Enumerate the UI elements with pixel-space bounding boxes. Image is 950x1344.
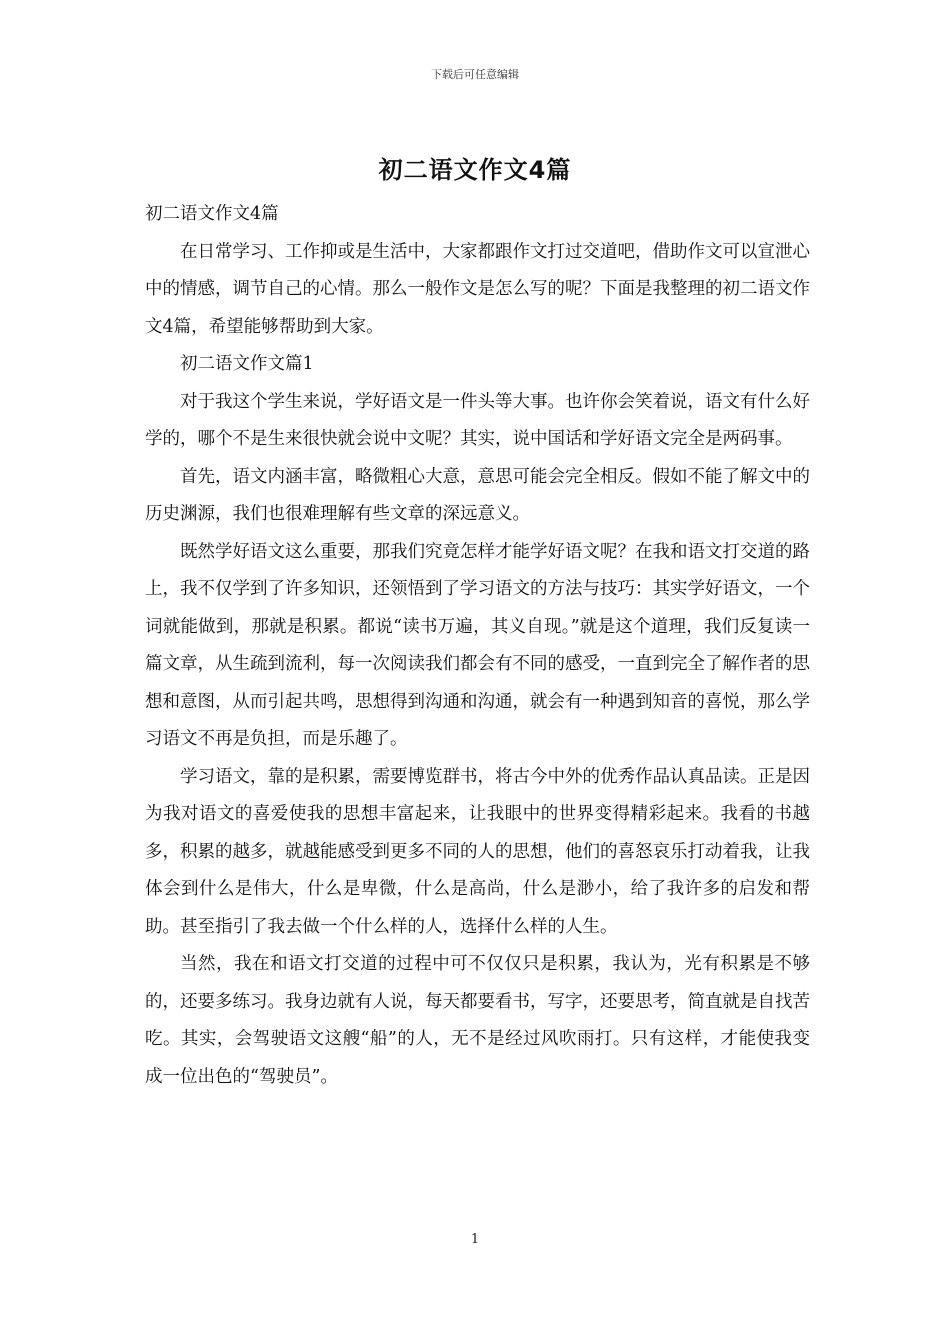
paragraph: 当然，我在和语文打交道的过程中可不仅仅只是积累，我认为，光有积累是不够的，还要多练习。我身边就有人说，每天都要看书，写字，还要思考，简直就是自找苦吃。其实，会驾驶语文这艘“船”的人，无不是经过风吹雨打。只有这样，才能使我变成一位出色的“驾驶员”。 [145, 954, 810, 1087]
page-number: 1 [470, 1232, 480, 1247]
paragraph-intro: 在日常学习、工作抑或是生活中，大家都跟作文打过交道吧，借助作文可以宣泄心中的情感，调节自己的心情。那么一般作文是怎么写的呢？下面是我整理的初二语文作文4篇，希望能够帮助到大家。 [145, 241, 810, 337]
paragraph: 首先，语文内涵丰富，略微粗心大意，意思可能会完全相反。假如不能了解文中的历史渊源，我们也很难理解有些文章的深远意义。 [145, 466, 810, 524]
paragraph: 对于我这个学生来说，学好语文是一件头等大事。也许你会笑着说，语文有什么好学的，哪个不是生来很快就会说中文呢？其实，说中国话和学好语文完全是两码事。 [145, 391, 810, 449]
section-heading: 初二语文作文篇1 [180, 354, 314, 374]
header-note: 下载后可任意编辑 [431, 68, 519, 81]
paragraph: 既然学好语文这么重要，那我们究竟怎样才能学好语文呢？在我和语文打交道的路上，我不仅学到了许多知识，还领悟到了学习语文的方法与技巧：其实学好语文，一个词就能做到，那就是积累。都说“读书万遍，其义自现。”就是这个道理，我们反复读一篇文章，从生疏到流利，每一次阅读我们都会有不同的感受，一直到完全了解作者的思想和意图，从而引起共鸣，思想得到沟通和沟通，就会有一种遇到知音的喜悦，那么学习语文不再是负担，而是乐趣了。 [145, 541, 810, 749]
document-title: 初二语文作文4篇 [378, 156, 572, 184]
paragraph: 学习语文，靠的是积累，需要博览群书，将古今中外的优秀作品认真品读。正是因为我对语文的喜爱使我的思想丰富起来，让我眼中的世界变得精彩起来。我看的书越多，积累的越多，就越能感受到更多不同的人的思想，他们的喜怒哀乐打动着我，让我体会到什么是伟大，什么是卑微，什么是高尚，什么是渺小，给了我许多的启发和帮助。甚至指引了我去做一个什么样的人，选择什么样的人生。 [145, 766, 810, 937]
document-subtitle: 初二语文作文4篇 [145, 204, 279, 224]
document-body [145, 196, 810, 1096]
